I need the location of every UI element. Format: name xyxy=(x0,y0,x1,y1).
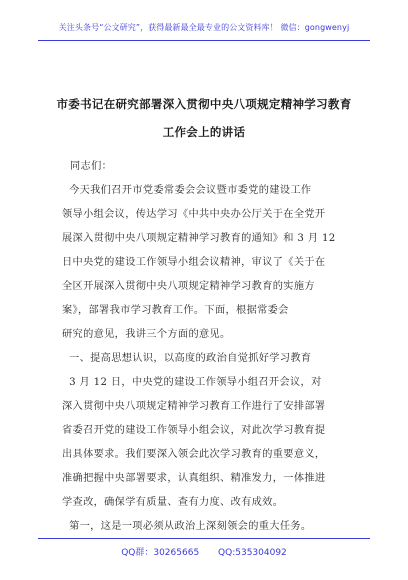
qq-group-text: QQ群：30265665 xyxy=(121,548,200,558)
body-line: 案》，部署我市学习教育工作。下面，根据常委会 xyxy=(62,305,289,316)
footer-contact xyxy=(0,545,408,558)
body-line: 准确把握中央部署要求，认真组织、精准发力，一体推进 xyxy=(62,473,326,484)
body-line: 省委召开党的建设工作领导小组会议，对此次学习教育提 xyxy=(62,425,326,436)
document-title-line2: 工作会上的讲话 xyxy=(162,125,246,139)
body-line: 3 月 12 日，中央党的建设工作领导小组召开会议，对 xyxy=(48,377,322,388)
body-line: 全区开展深入贯彻中央八项规定精神学习教育的实施方 xyxy=(62,281,315,292)
promo-banner: 关注头条号“公文研究”，获得最新最全最专业的公文资料库！ 微信：gongwenyj xyxy=(58,23,350,32)
section-heading: 一、提高思想认识，以高度的政治自觉抓好学习教育 xyxy=(48,353,312,364)
salutation: 同志们： xyxy=(70,161,113,172)
footer-divider xyxy=(38,538,370,539)
document-title-line1: 市委书记在研究部署深入贯彻中央八项规定精神学习教育 xyxy=(56,97,352,111)
body-line: 学查改，确保学有质量、查有力度、改有成效。 xyxy=(62,497,284,508)
body-line: 研究的意见，我讲三个方面的意见。 xyxy=(62,329,231,340)
body-line: 出具体要求。我们要深入领会此次学习教育的重要意义， xyxy=(62,449,326,460)
body-line: 展深入贯彻中央八项规定精神学习教育的通知》和 3 月 12 xyxy=(62,233,336,244)
body-line: 领导小组会议，传达学习《中共中央办公厅关于在全党开 xyxy=(62,209,326,220)
header-divider xyxy=(38,40,370,41)
body-line: 深入贯彻中央八项规定精神学习教育工作进行了安排部署 xyxy=(62,401,326,412)
qq-text: QQ:535304092 xyxy=(218,548,287,558)
subsection-heading: 第一，这是一项必须从政治上深刻领会的重大任务。 xyxy=(48,521,312,532)
body-line: 日中央党的建设工作领导小组会议精神，审议了《关于在 xyxy=(62,257,326,268)
body-line: 今天我们召开市党委常委会会议暨市委党的建设工作 xyxy=(48,185,312,196)
